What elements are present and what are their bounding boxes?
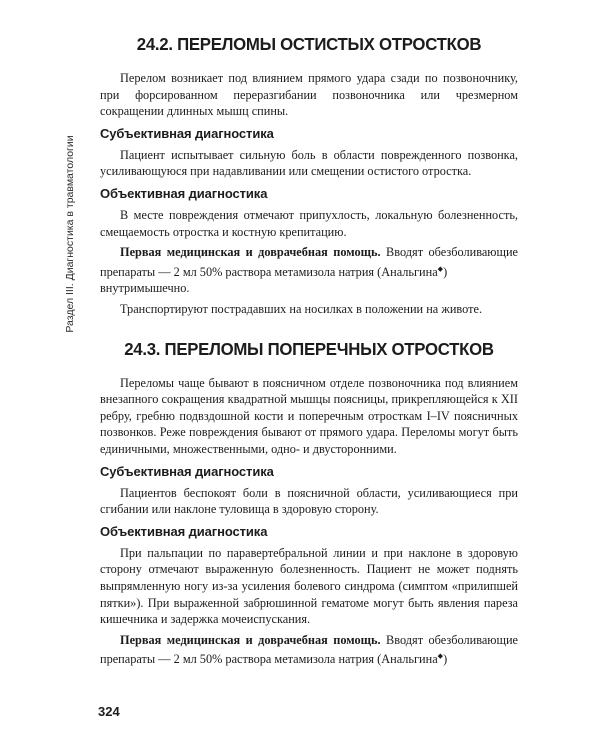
first-aid-text-2: Вводят обезболивающие препараты — 2 мл 50% раствора метамизола натрия (Анальгина (100, 632, 518, 667)
first-aid-text: Вводят обезболивающие препараты — 2 мл 50% раствора метамизола натрия (Анальгина (100, 245, 518, 279)
page-number: 324 (98, 704, 120, 719)
section-title-spinous: 24.2. ПЕРЕЛОМЫ ОСТИСТЫХ ОТРОСТКОВ (136, 34, 482, 54)
paragraph-first-aid-transverse (100, 632, 518, 668)
paragraph-first-aid-spinous (100, 244, 518, 280)
heading-subjective-spinous: Субъективная диагностика (100, 125, 274, 141)
paragraph-subjective-transverse: Пациентов беспокоят боли в поясничной области, усиливающиеся при сгибании или наклоне туловища в здоровую сторону. (100, 485, 518, 517)
heading-subjective-transverse: Субъективная диагностика (100, 463, 274, 479)
section-title-transverse: 24.3. ПЕРЕЛОМЫ ПОПЕРЕЧНЫХ ОТРОСТКОВ (124, 338, 494, 359)
paragraph-subjective-spinous: Пациент испытывает сильную боль в области поврежденного позвонка, усиливающуюся при надавливании или смещении остистого отростка. (100, 147, 518, 179)
paragraph-first-aid-continuation: внутримышечно. (100, 281, 190, 296)
page-content (100, 20, 518, 672)
running-header-section: Раздел III. Диагностика в травматологии (64, 135, 76, 333)
first-aid-label-2: Первая медицинская и доврачебная помощь. (120, 632, 381, 647)
paragraph-objective-transverse: При пальпации по паравертебральной линии и при наклоне в здоровую сторону отмечают выраженную болезненность. Пациент не может поднять выпрямленную ногу из-за усиления болевого синдрома (симптом «прилипшей пятки»). При выраженной забрюшинной гематоме могут быть явления пареза кишечника и задержка мочеиспускания. (100, 545, 518, 627)
first-aid-text-end-2: ) (443, 652, 448, 667)
heading-objective-transverse: Объективная диагностика (100, 523, 268, 539)
paragraph-transport-spinous: Транспортируют пострадавших на носилках в положении на животе. (120, 302, 483, 317)
heading-objective-spinous: Объективная диагностика (100, 185, 268, 201)
paragraph-intro-spinous: Перелом возникает под влиянием прямого удара сзади по позвоночнику, при форсированном переразгибании позвоночника или чрезмерном сокращении длинных мышц спины. (100, 71, 518, 119)
paragraph-objective-spinous: В месте повреждения отмечают припухлость, локальную болезненность, смещаемость отростка и костную крепитацию. (100, 207, 518, 239)
first-aid-label: Первая медицинская и доврачебная помощь. (120, 245, 381, 260)
diamond-mark-icon-2: ◆ (437, 652, 444, 661)
diamond-mark-icon: ◆ (437, 264, 444, 273)
paragraph-intro-transverse: Переломы чаще бывают в поясничном отделе позвоночника под влиянием внезапного сокращения квадратной мышцы поясницы, прикрепляющейся к XII ребру, гребню подвздошной кости и поперечным отросткам I–IV поясничных позвонков. Реже повреждения бывают от прямого удара. Переломы могут быть единичными, множественными, одно- и двусторонними. (100, 375, 518, 456)
first-aid-text-end: ) (443, 264, 448, 279)
